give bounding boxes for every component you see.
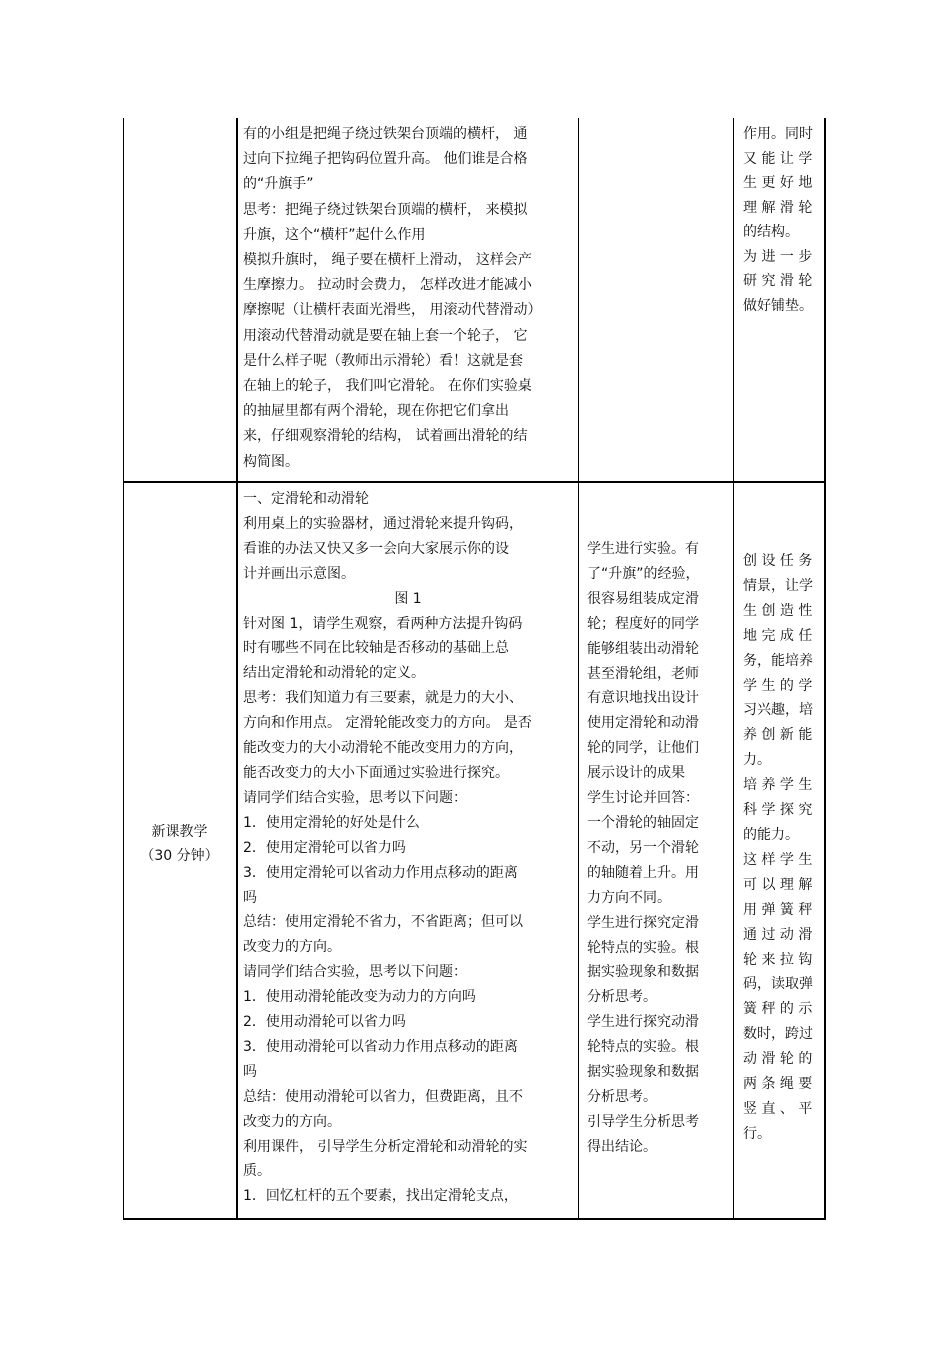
student-activity-cell (587, 483, 727, 1160)
text-line: 簧 秤 的 示 (743, 1001, 813, 1018)
text-line: 学生讨论并回答： (587, 790, 699, 807)
text-line: 地 完 成 任 (743, 627, 813, 644)
text-line: 轮的同学，让他们 (587, 740, 699, 757)
text-line: 的轴随着上升。用 (587, 864, 699, 881)
text-line: 图 1 (394, 590, 422, 607)
text-line: 是什么样子呢（教师出示滑轮）看！这就是套 (243, 352, 523, 369)
text-line: 学 生 的 学 (743, 677, 813, 694)
text-line: 轮特点的实验。根 (587, 1039, 699, 1056)
text-line: 1．回忆杠杆的五个要素，找出定滑轮支点， (243, 1188, 518, 1205)
stage-duration: （30 分钟） (140, 848, 219, 864)
text-line: 有的小组是把绳子绕过铁架台顶端的横杆， 通 (243, 126, 528, 142)
text-line: 很容易组装成定滑 (587, 590, 699, 607)
text-line: 吗 (243, 889, 257, 906)
border-col2 (578, 483, 579, 1218)
text-line: 2．使用动滑轮可以省力吗 (243, 1014, 406, 1031)
text-line: 码，读取弹 (743, 976, 813, 993)
text-line: 用 弹 簧 秤 (743, 901, 813, 918)
text-line: 看谁的办法又快又多一会向大家展示你的设 (243, 540, 509, 557)
text-line: 学生进行探究定滑 (587, 914, 699, 931)
text-line: 科 学 探 究 (743, 802, 813, 819)
text-line: 构简图。 (243, 453, 299, 470)
text-line: 总结：使用定滑轮不省力，不省距离；但可以 (243, 914, 523, 931)
border-right (824, 483, 826, 1218)
text-line: 竖 直 、 平 (743, 1100, 813, 1117)
teacher-activity-cell (243, 118, 573, 475)
text-line: 生 创 造 性 (743, 602, 813, 619)
text-line: 利用课件， 引导学生分析定滑轮和动滑轮的实 (243, 1138, 528, 1155)
text-line: 能够组装出动滑轮 (587, 640, 699, 657)
text-line: 做好铺垫。 (743, 297, 813, 314)
text-line: 升旗，这个“横杆”起什么作用 (243, 226, 426, 243)
text-line: 了“升旗”的经验， (587, 565, 700, 582)
text-line: 力方向不同。 (587, 889, 671, 906)
text-line: 力。 (743, 752, 771, 769)
table-row-new-lesson (123, 483, 826, 1218)
text-line: 引导学生分析思考 (587, 1113, 699, 1130)
text-line: 1．使用定滑轮的好处是什么 (243, 814, 420, 831)
text-line: 据实验现象和数据 (587, 964, 699, 981)
text-line: 针对图 1，请学生观察，看两种方法提升钩码 (243, 615, 523, 632)
text-line: 2．使用定滑轮可以省力吗 (243, 839, 406, 856)
design-intent-cell (743, 483, 819, 1147)
text-line: 请同学们结合实验，思考以下问题： (243, 789, 467, 806)
text-line: 方向和作用点。 定滑轮能改变力的方向。 是否 (243, 715, 532, 732)
text-line: 使用定滑轮和动滑 (587, 715, 699, 732)
text-line: 能改变力的大小动滑轮不能改变用力的方向， (243, 740, 523, 757)
border-col1 (236, 118, 238, 481)
text-line: 轮特点的实验。根 (587, 939, 699, 956)
text-line: 的抽屉里都有两个滑轮，现在你把它们拿出 (243, 403, 509, 420)
text-line: 总结：使用动滑轮可以省力，但费距离，且不 (243, 1088, 523, 1105)
text-line: 展示设计的成果 (587, 765, 685, 782)
text-line: 的“升旗手” (243, 176, 314, 193)
text-line: 有意识地找出设计 (587, 690, 699, 707)
table-bottom-border (123, 1218, 826, 1220)
text-line: 理 解 滑 轮 (743, 199, 813, 216)
border-col1 (236, 483, 238, 1218)
text-line: 据实验现象和数据 (587, 1064, 699, 1081)
text-line: 请同学们结合实验，思考以下问题： (243, 964, 467, 981)
teacher-activity-cell (243, 483, 573, 1209)
text-line: 的结构。 (743, 224, 799, 240)
text-line: 来，仔细观察滑轮的结构， 试着画出滑轮的结 (243, 428, 528, 445)
text-line: 不动，另一个滑轮 (587, 839, 699, 856)
text-line: 3．使用定滑轮可以省动力作用点移动的距离 (243, 864, 518, 881)
text-line: 这 样 学 生 (743, 851, 813, 868)
text-line: 学生进行实验。有 (587, 541, 699, 557)
text-line: 习兴趣，培 (743, 702, 813, 719)
text-line: 一个滑轮的轴固定 (587, 814, 699, 831)
text-line: 分析思考。 (587, 1088, 657, 1105)
text-line: 又 能 让 学 (743, 150, 813, 167)
text-line: 改变力的方向。 (243, 1113, 341, 1130)
text-line: 一、定滑轮和动滑轮 (243, 491, 369, 507)
text-line: 通 过 动 滑 (743, 926, 813, 943)
text-line: 结出定滑轮和动滑轮的定义。 (243, 665, 425, 682)
text-line: 1．使用动滑轮能改变为动力的方向吗 (243, 989, 476, 1006)
stage-label: 新课教学 (151, 824, 208, 840)
border-col3 (733, 118, 734, 481)
text-line: 生 更 好 地 (743, 175, 813, 191)
text-line: 质。 (243, 1163, 271, 1180)
text-line: 3．使用动滑轮可以省动力作用点移动的距离 (243, 1038, 518, 1055)
text-line: 轮；程度好的同学 (587, 615, 699, 632)
text-line: 分析思考。 (587, 989, 657, 1006)
text-line: 吗 (243, 1063, 257, 1080)
stage-cell (123, 820, 236, 868)
text-line: 过向下拉绳子把钩码位置升高。 他们谁是合格 (243, 151, 528, 168)
table-row-intro (123, 118, 826, 481)
text-line: 轮 来 拉 钩 (743, 951, 813, 968)
text-line: 培 养 学 生 (743, 777, 813, 794)
text-line: 用滚动代替滑动就是要在轴上套一个轮子， 它 (243, 327, 528, 344)
text-line: 数时，跨过 (743, 1026, 813, 1043)
text-line: 利用桌上的实验器材，通过滑轮来提升钩码， (243, 515, 523, 532)
border-left (123, 118, 124, 481)
text-line: 养 创 新 能 (743, 727, 813, 744)
text-line: 得出结论。 (587, 1138, 657, 1155)
text-line: 思考：我们知道力有三要素，就是力的大小、 (243, 690, 523, 707)
text-line: 务，能培养 (743, 652, 813, 669)
text-line: 创 设 任 务 (743, 553, 813, 569)
text-line: 为 进 一 步 (743, 248, 813, 265)
design-intent-cell (743, 118, 819, 318)
text-line: 动 滑 轮 的 (743, 1051, 813, 1068)
border-col3 (733, 483, 734, 1218)
text-line: 作用。同时 (743, 126, 813, 142)
text-line: 两 条 绳 要 (743, 1076, 813, 1093)
text-line: 模拟升旗时， 绳子要在横杆上滑动， 这样会产 (243, 252, 532, 269)
text-line: 情景，让学 (743, 577, 813, 594)
text-line: 学生进行探究动滑 (587, 1014, 699, 1031)
border-right (824, 118, 826, 481)
text-line: 能否改变力的大小下面通过实验进行探究。 (243, 764, 509, 781)
text-line: 研 究 滑 轮 (743, 273, 813, 289)
text-line: 摩擦呢（让横杆表面光滑些， 用滚动代替滑动） (243, 302, 542, 319)
text-line: 可 以 理 解 (743, 876, 813, 893)
text-line: 行。 (743, 1125, 771, 1142)
text-line: 的能力。 (743, 826, 799, 843)
text-line: 计并画出示意图。 (243, 565, 355, 582)
text-line: 思考：把绳子绕过铁架台顶端的横杆， 来模拟 (243, 201, 528, 218)
text-line: 改变力的方向。 (243, 939, 341, 956)
text-line: 时有哪些不同在比较轴是否移动的基础上总 (243, 640, 509, 657)
lesson-plan-table (123, 118, 826, 1220)
text-line: 在轴上的轮子， 我们叫它滑轮。 在你们实验桌 (243, 378, 532, 395)
text-line: 甚至滑轮组，老师 (587, 665, 699, 682)
text-line: 生摩擦力。 拉动时会费力， 怎样改进才能减小 (243, 277, 532, 294)
border-col2 (578, 118, 579, 481)
